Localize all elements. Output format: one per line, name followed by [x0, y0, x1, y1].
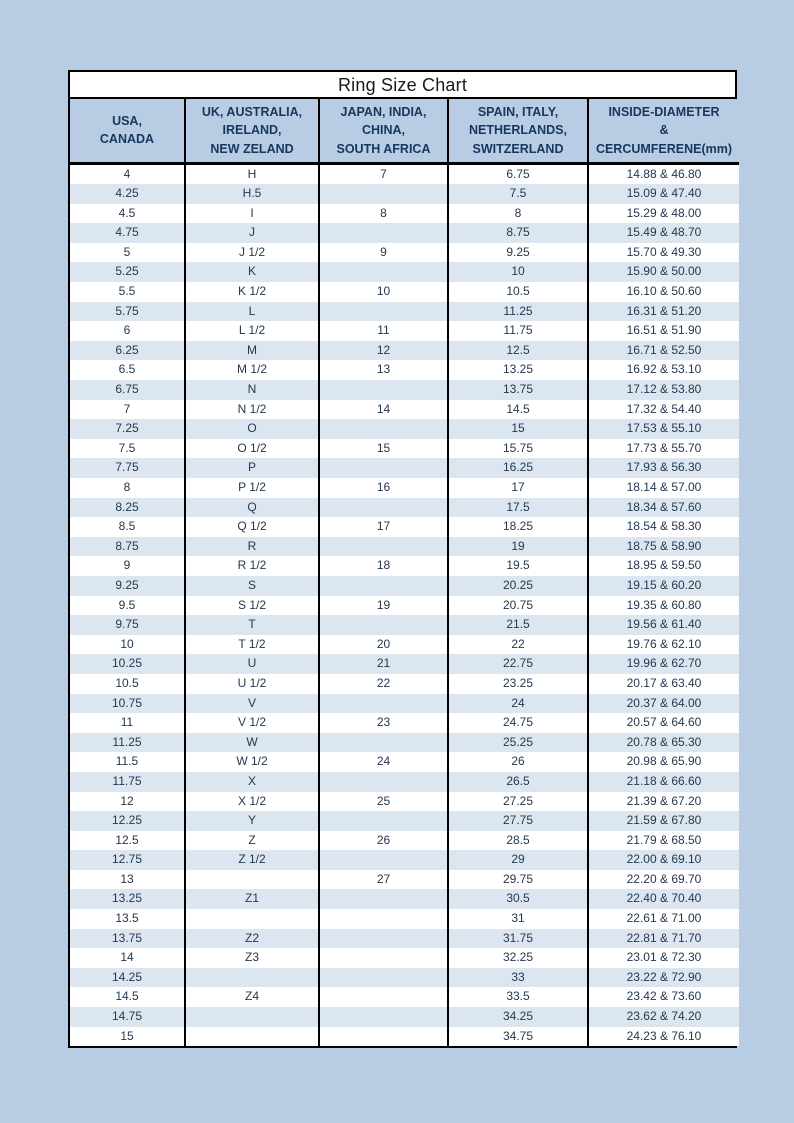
- table-row: [70, 713, 739, 733]
- table-cell: 18: [319, 556, 448, 576]
- table-cell: [319, 733, 448, 753]
- table-cell: 5.75: [115, 303, 139, 318]
- table-cell: 10.5: [448, 282, 588, 302]
- table-cell: K 1/2: [185, 282, 319, 302]
- table-row: [70, 811, 739, 831]
- table-cell: [185, 909, 319, 929]
- table-cell: 13: [120, 871, 134, 886]
- table-cell: 12.25: [111, 813, 143, 828]
- table-cell: 6: [123, 323, 131, 338]
- table-cell: 7.5: [448, 184, 588, 204]
- table-cell: 9.75: [115, 617, 139, 632]
- table-cell: H.5: [185, 184, 319, 204]
- table-cell: 31.75: [448, 929, 588, 949]
- table-cell: M 1/2: [185, 360, 319, 380]
- table-cell: 13.25: [448, 360, 588, 380]
- table-row: [70, 184, 739, 204]
- table-cell: 26: [319, 831, 448, 851]
- table-cell: [185, 870, 319, 890]
- table-cell: 18.75 & 58.90: [588, 537, 739, 557]
- table-cell: O: [185, 419, 319, 439]
- table-cell: R: [185, 537, 319, 557]
- table-cell: 15.49 & 48.70: [588, 223, 739, 243]
- table-cell: I: [185, 204, 319, 224]
- table-cell: 23.62 & 74.20: [588, 1007, 739, 1027]
- table-cell: W: [185, 733, 319, 753]
- table-cell: 17: [448, 478, 588, 498]
- table-row: [70, 733, 739, 753]
- table-cell: 21.59 & 67.80: [588, 811, 739, 831]
- table-cell: 16.71 & 52.50: [588, 341, 739, 361]
- table-row: [70, 419, 739, 439]
- table-cell: 17: [319, 517, 448, 537]
- table-cell: 23.01 & 72.30: [588, 948, 739, 968]
- table-cell: N 1/2: [185, 400, 319, 420]
- table-cell: 22: [448, 635, 588, 655]
- table-cell: 8.5: [118, 519, 136, 534]
- column-header-line: &: [659, 123, 669, 137]
- table-row: [70, 792, 739, 812]
- table-cell: 12: [120, 793, 134, 808]
- table-row: [70, 537, 739, 557]
- table-cell: 12: [319, 341, 448, 361]
- table-cell: 5.25: [115, 264, 139, 279]
- table-cell: Z: [185, 831, 319, 851]
- ring-size-chart-sheet: [68, 70, 737, 1048]
- table-row: [70, 831, 739, 851]
- table-cell: 6.5: [118, 362, 136, 377]
- table-cell: 19.76 & 62.10: [588, 635, 739, 655]
- table-cell: 17.12 & 53.80: [588, 380, 739, 400]
- table-cell: Z4: [185, 987, 319, 1007]
- table-title: Ring Size Chart: [70, 72, 735, 99]
- table-cell: 11: [120, 715, 134, 730]
- table-cell: 25.25: [448, 733, 588, 753]
- table-cell: [185, 968, 319, 988]
- table-row: [70, 400, 739, 420]
- table-cell: N: [185, 380, 319, 400]
- table-cell: M: [185, 341, 319, 361]
- table-cell: 9: [123, 558, 131, 573]
- table-cell: 7: [319, 163, 448, 184]
- table-cell: [319, 615, 448, 635]
- table-cell: 19.15 & 60.20: [588, 576, 739, 596]
- table-row: [70, 498, 739, 518]
- table-cell: [185, 1027, 319, 1047]
- table-cell: 10: [448, 262, 588, 282]
- table-cell: 22.20 & 69.70: [588, 870, 739, 890]
- table-cell: 8.75: [448, 223, 588, 243]
- table-cell: 33.5: [448, 987, 588, 1007]
- table-cell: 20: [319, 635, 448, 655]
- ring-size-table: [70, 99, 739, 1046]
- table-row: [70, 752, 739, 772]
- table-cell: [319, 262, 448, 282]
- table-cell: 14.5: [448, 400, 588, 420]
- table-cell: 4: [123, 166, 131, 181]
- table-row: [70, 204, 739, 224]
- table-row: [70, 282, 739, 302]
- table-cell: 15.09 & 47.40: [588, 184, 739, 204]
- table-cell: 15.29 & 48.00: [588, 204, 739, 224]
- table-cell: 15: [448, 419, 588, 439]
- column-header-line: CERCUMFERENE(mm): [595, 141, 733, 156]
- table-cell: 10.25: [111, 656, 143, 671]
- table-cell: 17.5: [448, 498, 588, 518]
- column-header-uk-australia-ireland-new-zeland: [185, 99, 319, 163]
- table-cell: 14: [120, 950, 134, 965]
- table-cell: 20.75: [448, 596, 588, 616]
- table-cell: 8.75: [115, 538, 139, 553]
- table-row: [70, 929, 739, 949]
- table-cell: [319, 694, 448, 714]
- table-cell: 10: [319, 282, 448, 302]
- table-cell: 17.93 & 56.30: [588, 458, 739, 478]
- column-header-line: SOUTH AFRICA: [336, 141, 431, 156]
- table-cell: 16.92 & 53.10: [588, 360, 739, 380]
- table-row: [70, 850, 739, 870]
- column-header-line: IRELAND,: [222, 123, 282, 137]
- table-cell: T: [185, 615, 319, 635]
- table-cell: 18.95 & 59.50: [588, 556, 739, 576]
- table-row: [70, 321, 739, 341]
- table-cell: 19.56 & 61.40: [588, 615, 739, 635]
- table-cell: 22.75: [448, 654, 588, 674]
- column-header-line: NEW ZELAND: [210, 141, 294, 156]
- table-cell: U: [185, 654, 319, 674]
- table-cell: [319, 184, 448, 204]
- table-cell: [319, 772, 448, 792]
- table-cell: [319, 987, 448, 1007]
- table-row: [70, 341, 739, 361]
- column-header-line: NETHERLANDS,: [469, 123, 567, 137]
- table-cell: 22.61 & 71.00: [588, 909, 739, 929]
- table-cell: 19.5: [448, 556, 588, 576]
- column-header-line: INSIDE-DIAMETER: [608, 104, 720, 119]
- table-cell: 16.31 & 51.20: [588, 302, 739, 322]
- table-cell: 24: [319, 752, 448, 772]
- table-cell: 34.75: [448, 1027, 588, 1047]
- table-row: [70, 243, 739, 263]
- table-cell: [185, 1007, 319, 1027]
- column-header-line: JAPAN, INDIA,: [340, 104, 427, 119]
- table-cell: 15.70 & 49.30: [588, 243, 739, 263]
- table-cell: 11.5: [115, 754, 139, 769]
- table-cell: [319, 909, 448, 929]
- table-cell: [319, 1027, 448, 1047]
- table-cell: Z1: [185, 889, 319, 909]
- table-row: [70, 458, 739, 478]
- table-row: [70, 654, 739, 674]
- table-cell: [319, 811, 448, 831]
- table-cell: 13.5: [115, 911, 139, 926]
- table-cell: 17.73 & 55.70: [588, 439, 739, 459]
- table-cell: 8: [123, 480, 131, 494]
- column-header-line: UK, AUSTRALIA,: [201, 104, 303, 119]
- table-cell: Z2: [185, 929, 319, 949]
- table-cell: [319, 850, 448, 870]
- table-cell: 12.75: [111, 852, 143, 867]
- table-cell: 10.5: [115, 675, 139, 690]
- table-cell: 13.75: [448, 380, 588, 400]
- table-cell: 10.75: [111, 695, 143, 710]
- table-cell: 6.75: [115, 382, 139, 397]
- table-cell: 23.22 & 72.90: [588, 968, 739, 988]
- table-cell: 4.75: [115, 225, 139, 240]
- table-cell: 16.51 & 51.90: [588, 321, 739, 341]
- table-cell: 33: [448, 968, 588, 988]
- table-cell: 15.90 & 50.00: [588, 262, 739, 282]
- table-row: [70, 694, 739, 714]
- table-cell: 4.25: [115, 186, 139, 201]
- table-cell: 19.35 & 60.80: [588, 596, 739, 616]
- table-row: [70, 615, 739, 635]
- table-cell: Y: [185, 811, 319, 831]
- table-cell: 29.75: [448, 870, 588, 890]
- table-cell: J 1/2: [185, 243, 319, 263]
- table-cell: 7.75: [115, 460, 139, 475]
- table-cell: 17.53 & 55.10: [588, 419, 739, 439]
- table-cell: Z 1/2: [185, 850, 319, 870]
- column-header-line: SPAIN, ITALY,: [477, 104, 559, 119]
- table-cell: P: [185, 458, 319, 478]
- table-cell: 14.88 & 46.80: [588, 163, 739, 184]
- table-row: [70, 439, 739, 459]
- table-cell: U 1/2: [185, 674, 319, 694]
- table-cell: 18.25: [448, 517, 588, 537]
- table-cell: 20.98 & 65.90: [588, 752, 739, 772]
- table-cell: [319, 948, 448, 968]
- table-cell: 32.25: [448, 948, 588, 968]
- table-cell: 19: [448, 537, 588, 557]
- table-row: [70, 556, 739, 576]
- table-cell: [319, 889, 448, 909]
- table-cell: 14.5: [115, 989, 139, 1004]
- table-cell: 26.5: [448, 772, 588, 792]
- table-cell: 23.25: [448, 674, 588, 694]
- table-cell: 19.96 & 62.70: [588, 654, 739, 674]
- column-header-usa-canada: [70, 99, 185, 163]
- table-row: [70, 302, 739, 322]
- table-cell: 15: [120, 1028, 134, 1043]
- table-cell: 20.57 & 64.60: [588, 713, 739, 733]
- table-cell: 18.54 & 58.30: [588, 517, 739, 537]
- table-cell: 21.39 & 67.20: [588, 792, 739, 812]
- table-cell: [319, 458, 448, 478]
- table-cell: [319, 537, 448, 557]
- table-cell: Q 1/2: [185, 517, 319, 537]
- table-cell: 11.25: [448, 302, 588, 322]
- table-cell: 27.25: [448, 792, 588, 812]
- table-cell: [319, 498, 448, 518]
- table-cell: 11.75: [448, 321, 588, 341]
- table-cell: 20.25: [448, 576, 588, 596]
- table-row: [70, 262, 739, 282]
- table-cell: 31: [448, 909, 588, 929]
- table-cell: 27.75: [448, 811, 588, 831]
- table-cell: 16.25: [448, 458, 588, 478]
- table-cell: H: [185, 163, 319, 184]
- table-cell: [319, 1007, 448, 1027]
- table-cell: 8: [448, 204, 588, 224]
- table-cell: 29: [448, 850, 588, 870]
- table-cell: 22.00 & 69.10: [588, 850, 739, 870]
- table-cell: 9.5: [118, 597, 136, 612]
- table-cell: [319, 419, 448, 439]
- table-row: [70, 870, 739, 890]
- table-cell: 8: [319, 204, 448, 224]
- table-cell: 28.5: [448, 831, 588, 851]
- table-cell: 24.75: [448, 713, 588, 733]
- table-cell: 20.17 & 63.40: [588, 674, 739, 694]
- column-header-spain-italy-netherlands-switzerland: [448, 99, 588, 163]
- table-cell: 20.37 & 64.00: [588, 694, 739, 714]
- column-header-inside-diameter-circumference: [588, 99, 739, 163]
- table-cell: L: [185, 302, 319, 322]
- table-cell: S 1/2: [185, 596, 319, 616]
- table-cell: V 1/2: [185, 713, 319, 733]
- table-row: [70, 948, 739, 968]
- table-row: [70, 478, 739, 498]
- header-row: [70, 99, 739, 163]
- table-cell: P 1/2: [185, 478, 319, 498]
- table-row: [70, 380, 739, 400]
- table-cell: Z3: [185, 948, 319, 968]
- column-header-line: USA,: [112, 113, 142, 128]
- table-row: [70, 223, 739, 243]
- table-cell: 15: [319, 439, 448, 459]
- table-cell: S: [185, 576, 319, 596]
- table-cell: 18.14 & 57.00: [588, 478, 739, 498]
- table-cell: V: [185, 694, 319, 714]
- table-row: [70, 635, 739, 655]
- table-cell: 5: [123, 244, 131, 259]
- table-row: [70, 772, 739, 792]
- table-cell: 23: [319, 713, 448, 733]
- table-cell: R 1/2: [185, 556, 319, 576]
- table-cell: 11.25: [112, 734, 142, 749]
- table-cell: 9.25: [448, 243, 588, 263]
- table-cell: 12.5: [115, 832, 139, 847]
- table-row: [70, 517, 739, 537]
- table-cell: 5.5: [118, 284, 136, 299]
- table-cell: 14.75: [111, 1009, 143, 1024]
- table-cell: 18.34 & 57.60: [588, 498, 739, 518]
- table-cell: [319, 576, 448, 596]
- column-header-line: CANADA: [99, 132, 155, 147]
- table-cell: [319, 223, 448, 243]
- table-cell: 16.10 & 50.60: [588, 282, 739, 302]
- table-body: [70, 163, 739, 1046]
- table-row: [70, 968, 739, 988]
- table-cell: 22: [319, 674, 448, 694]
- table-cell: 20.78 & 65.30: [588, 733, 739, 753]
- table-cell: 11.75: [112, 773, 142, 788]
- table-row: [70, 674, 739, 694]
- table-row: [70, 909, 739, 929]
- table-cell: 12.5: [448, 341, 588, 361]
- table-cell: O 1/2: [185, 439, 319, 459]
- table-row: [70, 576, 739, 596]
- table-cell: 17.32 & 54.40: [588, 400, 739, 420]
- table-cell: 24.23 & 76.10: [588, 1027, 739, 1047]
- ring-size-table-frame: [68, 70, 737, 1048]
- table-cell: W 1/2: [185, 752, 319, 772]
- table-cell: 26: [448, 752, 588, 772]
- table-cell: 15.75: [448, 439, 588, 459]
- table-cell: 13.75: [111, 930, 143, 945]
- table-cell: J: [185, 223, 319, 243]
- table-cell: 27: [319, 870, 448, 890]
- table-cell: T 1/2: [185, 635, 319, 655]
- table-cell: 23.42 & 73.60: [588, 987, 739, 1007]
- table-cell: 25: [319, 792, 448, 812]
- table-cell: [319, 968, 448, 988]
- table-cell: 14.25: [111, 969, 143, 984]
- table-cell: [319, 302, 448, 322]
- table-cell: 7.5: [118, 440, 136, 455]
- table-cell: Q: [185, 498, 319, 518]
- table-row: [70, 1027, 739, 1047]
- table-cell: 7.25: [115, 421, 139, 436]
- table-cell: L 1/2: [185, 321, 319, 341]
- table-cell: 10: [120, 636, 134, 651]
- table-cell: 19: [319, 596, 448, 616]
- table-cell: 34.25: [448, 1007, 588, 1027]
- table-cell: 16: [319, 478, 448, 498]
- table-cell: 6.75: [448, 163, 588, 184]
- table-row: [70, 987, 739, 1007]
- table-cell: 22.81 & 71.70: [588, 929, 739, 949]
- table-row: [70, 360, 739, 380]
- table-cell: 22.40 & 70.40: [588, 889, 739, 909]
- table-cell: K: [185, 262, 319, 282]
- table-row: [70, 163, 739, 184]
- table-cell: 21.5: [448, 615, 588, 635]
- table-cell: 11: [319, 321, 448, 341]
- table-cell: 9.25: [115, 577, 139, 592]
- table-cell: [319, 929, 448, 949]
- table-cell: 6.25: [115, 342, 139, 357]
- table-row: [70, 889, 739, 909]
- table-cell: [319, 380, 448, 400]
- column-header-line: CHINA,: [361, 123, 406, 137]
- table-cell: 4.5: [118, 205, 136, 220]
- table-cell: 7: [123, 401, 131, 416]
- table-cell: X: [185, 772, 319, 792]
- table-cell: 24: [448, 694, 588, 714]
- table-cell: 30.5: [448, 889, 588, 909]
- table-cell: 21: [319, 654, 448, 674]
- column-header-line: SWITZERLAND: [472, 141, 564, 156]
- table-row: [70, 596, 739, 616]
- table-cell: 13.25: [111, 891, 143, 906]
- table-row: [70, 1007, 739, 1027]
- table-cell: 13: [319, 360, 448, 380]
- table-cell: X 1/2: [185, 792, 319, 812]
- table-cell: 14: [319, 400, 448, 420]
- table-cell: 21.79 & 68.50: [588, 831, 739, 851]
- table-cell: 8.25: [115, 499, 139, 514]
- table-cell: 21.18 & 66.60: [588, 772, 739, 792]
- table-cell: 9: [319, 243, 448, 263]
- column-header-japan-india-china-south-africa: [319, 99, 448, 163]
